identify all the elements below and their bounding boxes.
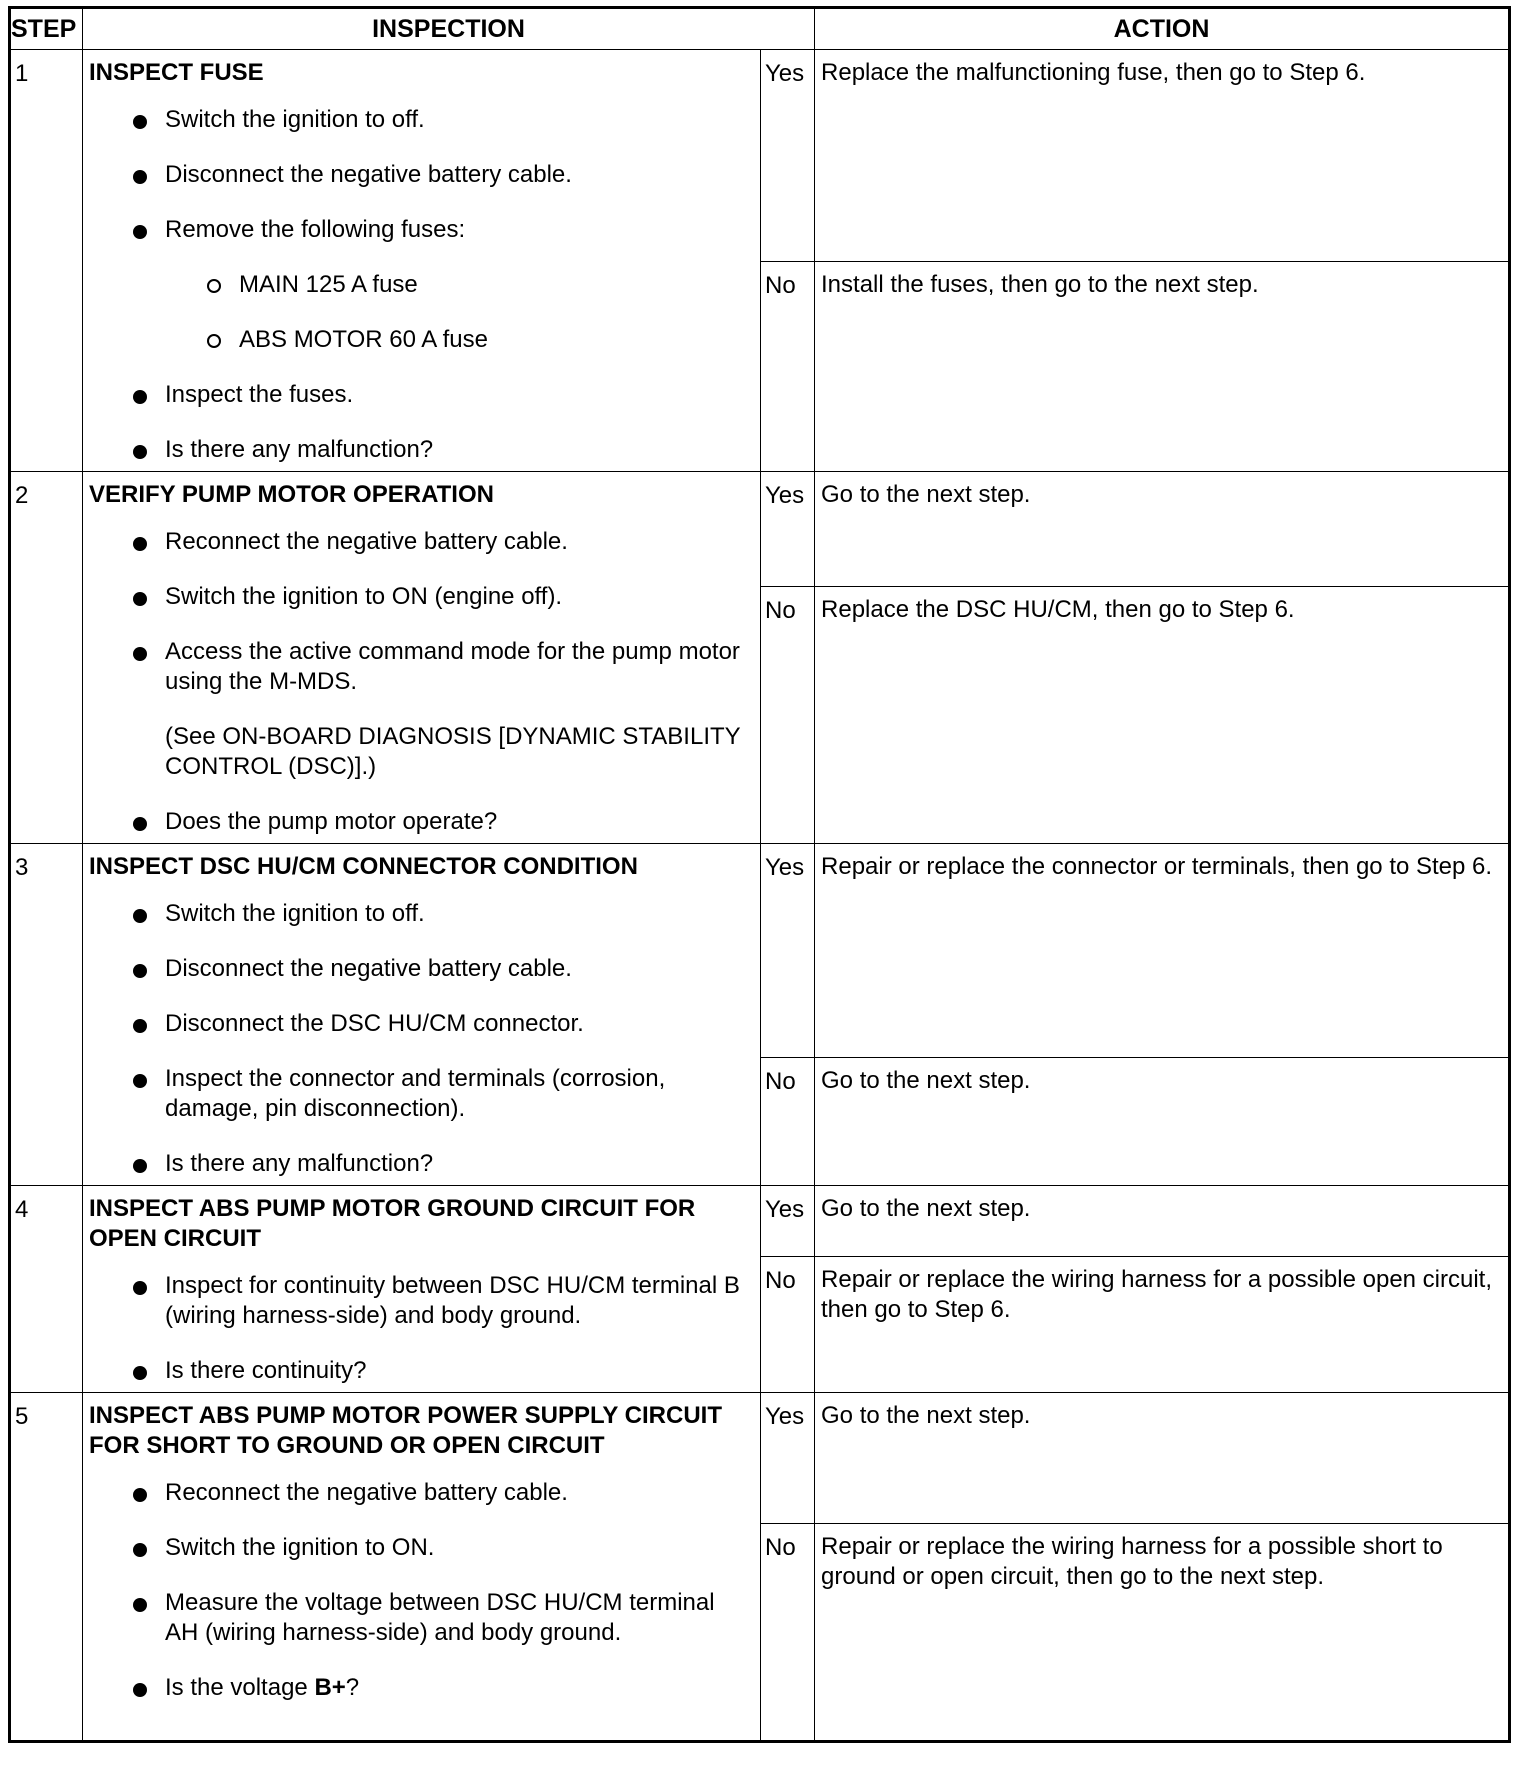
- diagnostic-page: [8, 6, 1508, 1743]
- bullet-list: [89, 899, 748, 1179]
- bullet-item: Inspect the connector and terminals (corrosion, damage, pin disconnection).: [89, 1064, 748, 1124]
- no-action: Repair or replace the wiring harness for a possible short to ground or open circuit, then go to the next step.: [815, 1524, 1510, 1742]
- no-label: No: [761, 1058, 815, 1186]
- bullet-text: Access the active command mode for the pump motor using the M-MDS.: [165, 638, 740, 695]
- inspection-header: INSPECTION: [83, 8, 815, 50]
- yes-label: Yes: [761, 1393, 815, 1524]
- bullet-item: Switch the ignition to off.: [89, 899, 748, 929]
- bullet-list: [89, 1271, 748, 1386]
- bullet-list: [89, 527, 748, 837]
- no-action: Go to the next step.: [815, 1058, 1510, 1186]
- no-action: Install the fuses, then go to the next step.: [815, 261, 1510, 471]
- step-title: VERIFY PUMP MOTOR OPERATION: [89, 481, 494, 508]
- bullet-item: Reconnect the negative battery cable.: [89, 1478, 748, 1508]
- header-row: [10, 8, 1510, 50]
- bullet-item: Is there any malfunction?: [89, 435, 748, 465]
- bullet-item: Disconnect the negative battery cable.: [89, 954, 748, 984]
- step-1-yes-row: [10, 50, 1510, 262]
- step-number: 3: [10, 844, 83, 1186]
- bullet-item: Is there continuity?: [89, 1356, 748, 1386]
- yes-label: Yes: [761, 1186, 815, 1257]
- no-label: No: [761, 1524, 815, 1742]
- bullet-text: ?: [345, 1674, 360, 1701]
- reference-note: (See ON-BOARD DIAGNOSIS [DYNAMIC STABILITY CONTROL (DSC)].): [165, 723, 741, 780]
- bullet-item: Measure the voltage between DSC HU/CM terminal AH (wiring harness-side) and body ground.: [89, 1588, 748, 1648]
- bullet-item: [89, 1673, 748, 1703]
- step-number: 5: [10, 1393, 83, 1742]
- bullet-item: Disconnect the DSC HU/CM connector.: [89, 1009, 748, 1039]
- sub-bullet-list: [165, 270, 748, 355]
- yes-action: Go to the next step.: [815, 1393, 1510, 1524]
- bullet-text: Is the voltage: [165, 1674, 315, 1701]
- yes-action: Repair or replace the connector or terminals, then go to Step 6.: [815, 844, 1510, 1058]
- action-header: ACTION: [815, 8, 1510, 50]
- step-1-inspection: [83, 50, 761, 472]
- bullet-list: [89, 105, 748, 465]
- yes-action: Go to the next step.: [815, 472, 1510, 587]
- step-5-inspection: [83, 1393, 761, 1742]
- step-number: 4: [10, 1186, 83, 1393]
- no-action: Replace the DSC HU/CM, then go to Step 6.: [815, 586, 1510, 843]
- bullet-item: Does the pump motor operate?: [89, 807, 748, 837]
- bullet-item: Reconnect the negative battery cable.: [89, 527, 748, 557]
- yes-action: Go to the next step.: [815, 1186, 1510, 1257]
- bullet-item: Inspect for continuity between DSC HU/CM terminal B (wiring harness-side) and body ground.: [89, 1271, 748, 1331]
- step-5-yes-row: [10, 1393, 1510, 1524]
- no-label: No: [761, 1256, 815, 1392]
- step-title: INSPECT ABS PUMP MOTOR GROUND CIRCUIT FOR OPEN CIRCUIT: [89, 1195, 696, 1252]
- no-label: No: [761, 261, 815, 471]
- bullet-item: Inspect the fuses.: [89, 380, 748, 410]
- sub-bullet-item: MAIN 125 A fuse: [165, 270, 748, 300]
- diagnostic-table: [8, 6, 1511, 1743]
- yes-action: Replace the malfunctioning fuse, then go to Step 6.: [815, 50, 1510, 262]
- step-3-yes-row: [10, 844, 1510, 1058]
- bullet-item: Switch the ignition to ON.: [89, 1533, 748, 1563]
- step-number: 2: [10, 472, 83, 844]
- bullet-list: [89, 1478, 748, 1703]
- yes-label: Yes: [761, 50, 815, 262]
- yes-label: Yes: [761, 472, 815, 587]
- step-2-inspection: [83, 472, 761, 844]
- no-label: No: [761, 586, 815, 843]
- bullet-item: Switch the ignition to ON (engine off).: [89, 582, 748, 612]
- step-4-inspection: [83, 1186, 761, 1393]
- bullet-bold-text: B+: [314, 1674, 346, 1701]
- sub-bullet-item: ABS MOTOR 60 A fuse: [165, 325, 748, 355]
- bullet-item: [89, 637, 748, 782]
- no-action: Repair or replace the wiring harness for a possible open circuit, then go to Step 6.: [815, 1256, 1510, 1392]
- step-title: INSPECT FUSE: [89, 59, 264, 86]
- step-4-yes-row: [10, 1186, 1510, 1257]
- step-title: INSPECT ABS PUMP MOTOR POWER SUPPLY CIRCUIT FOR SHORT TO GROUND OR OPEN CIRCUIT: [89, 1402, 722, 1459]
- bullet-item: Disconnect the negative battery cable.: [89, 160, 748, 190]
- step-2-yes-row: [10, 472, 1510, 587]
- step-header: STEP: [10, 8, 83, 50]
- step-3-inspection: [83, 844, 761, 1186]
- bullet-item: Switch the ignition to off.: [89, 105, 748, 135]
- bullet-item: [89, 215, 748, 355]
- yes-label: Yes: [761, 844, 815, 1058]
- bullet-item: Is there any malfunction?: [89, 1149, 748, 1179]
- step-number: 1: [10, 50, 83, 472]
- step-title: INSPECT DSC HU/CM CONNECTOR CONDITION: [89, 853, 638, 880]
- bullet-text: Remove the following fuses:: [165, 216, 466, 243]
